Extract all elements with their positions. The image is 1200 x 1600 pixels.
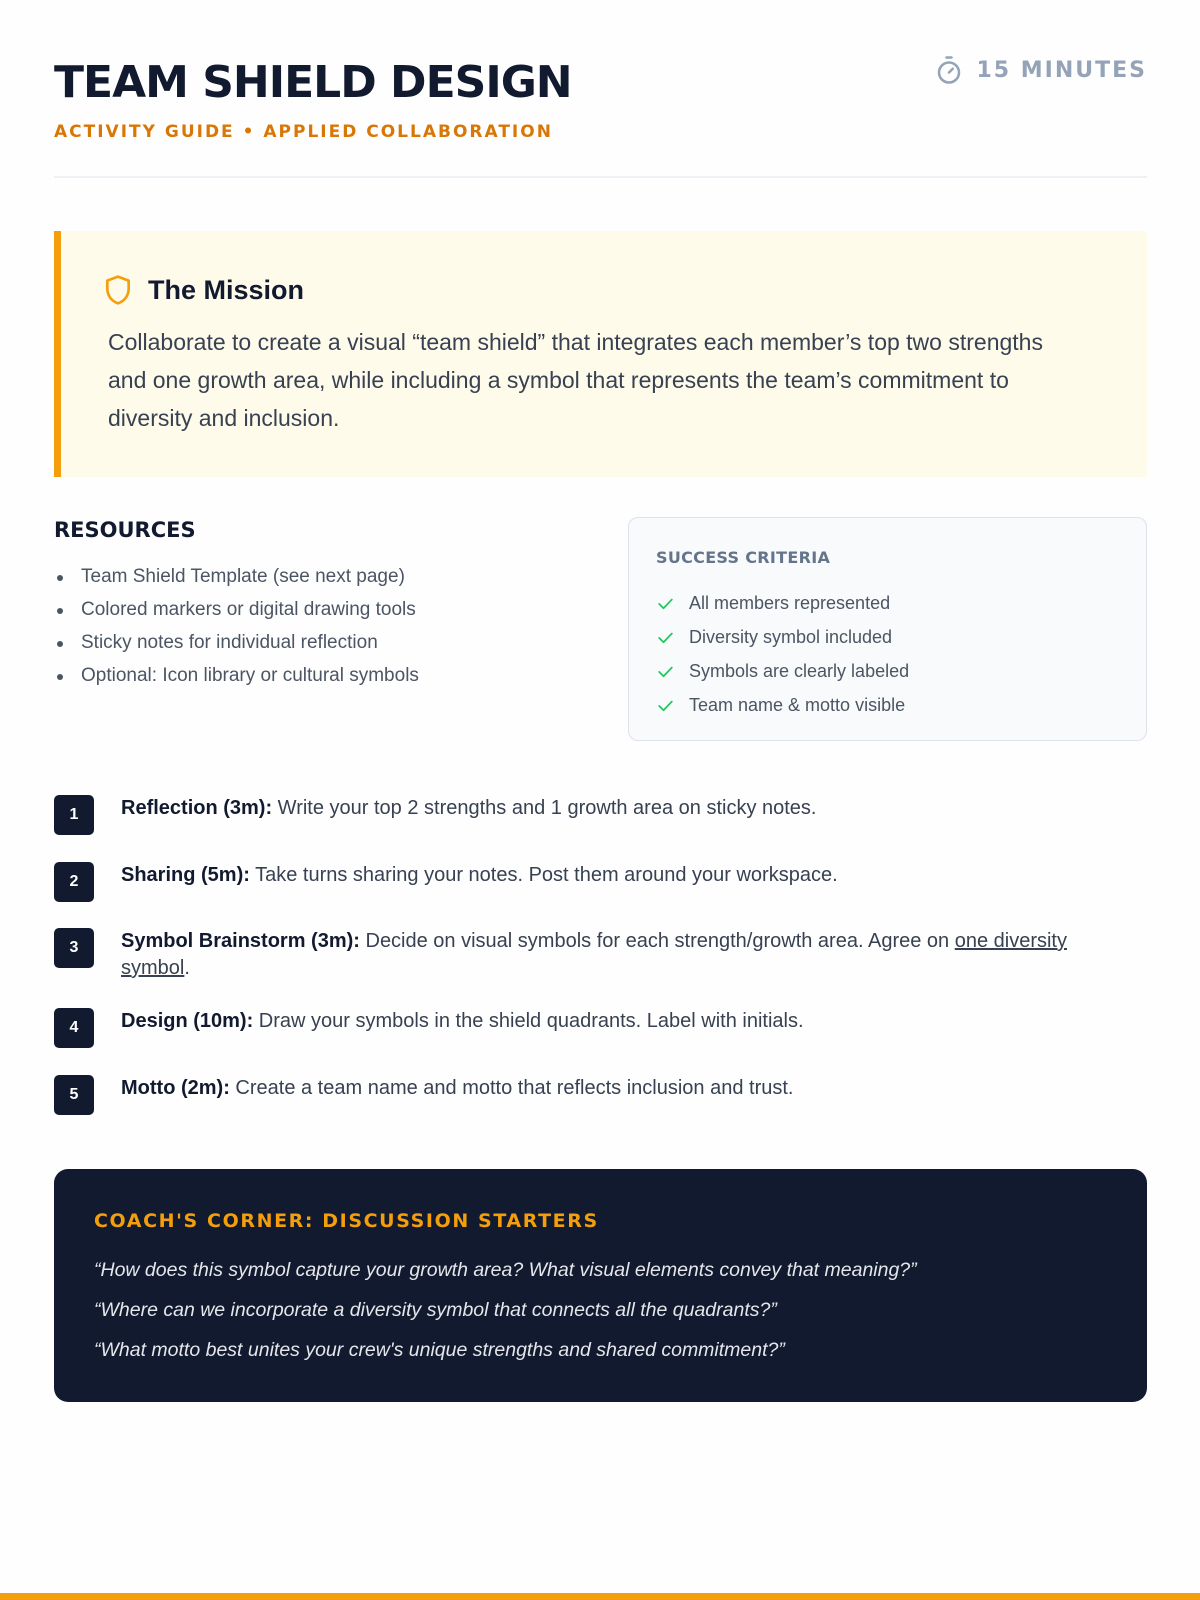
stopwatch-icon [934,55,964,85]
list-item: Team Shield Template (see next page) [54,562,614,595]
step-description: Write your top 2 strengths and 1 growth area on sticky notes. [272,797,817,819]
page-title: TEAM SHIELD DESIGN [54,57,572,108]
list-item: Sticky notes for individual reflection [54,628,614,661]
step-label: Motto (2m): [121,1077,230,1099]
criteria-label: Team name & motto visible [689,694,906,715]
step-number-badge: 1 [54,795,94,835]
bottom-accent-bar [0,1593,1200,1600]
step-number-badge: 3 [54,928,94,968]
step-text [121,1075,1121,1102]
step-text [121,862,1121,889]
step-label: Symbol Brainstorm (3m): [121,930,360,952]
step-label: Reflection (3m): [121,797,273,819]
mission-title: The Mission [148,274,305,305]
list-item: Optional: Icon library or cultural symbols [54,661,614,694]
step-number-badge: 2 [54,862,94,902]
step-description-end: . [184,957,190,979]
success-criteria-list [656,586,909,722]
step-text [121,928,1121,982]
coach-corner-panel [54,1169,1147,1402]
mission-text: Collaborate to create a visual “team shield” that integrates each member’s top two strengths and one growth area, while including a symbol that represents the team’s commitment to diversity and inclusion. [108,329,1043,431]
page-header [54,52,1147,178]
resources-section [54,518,614,694]
discussion-question: “What motto best unites your crew's unique strengths and shared commitment?” [94,1339,785,1361]
discussion-starters-list [94,1255,917,1375]
check-icon [656,662,675,681]
check-icon [656,594,675,613]
step-number-badge: 4 [54,1008,94,1048]
step-number-badge: 5 [54,1075,94,1115]
check-icon [656,696,675,715]
success-criteria-card [628,517,1147,741]
criteria-item [656,586,909,620]
mission-heading [102,274,304,306]
criteria-label: Diversity symbol included [689,626,893,647]
step-label: Design (10m): [121,1010,254,1032]
list-item: Colored markers or digital drawing tools [54,595,614,628]
step-text [121,795,1121,822]
page-subtitle: ACTIVITY GUIDE • APPLIED COLLABORATION [54,122,553,142]
criteria-label: All members represented [689,592,891,613]
discussion-question: “Where can we incorporate a diversity symbol that connects all the quadrants?” [94,1299,777,1321]
criteria-label: Symbols are clearly labeled [689,660,910,681]
resources-list [54,562,614,694]
step-description: Take turns sharing your notes. Post them around your workspace. [249,864,838,886]
diversity-symbol-emphasis: one diversity symbol [121,930,1067,979]
criteria-item [656,654,909,688]
step-label: Sharing (5m): [121,864,250,886]
duration-badge [934,55,1147,85]
step-description: Create a team name and motto that reflects inclusion and trust. [229,1077,794,1099]
success-criteria-heading: SUCCESS CRITERIA [656,548,831,567]
step-text [121,1008,1121,1035]
mission-panel [54,231,1147,477]
coach-corner-heading: COACH'S CORNER: DISCUSSION STARTERS [94,1210,599,1232]
criteria-item [656,620,909,654]
criteria-item [656,688,909,722]
shield-icon [102,274,134,306]
step-description: Decide on visual symbols for each strength/growth area. Agree on [359,930,955,952]
resources-heading: RESOURCES [54,518,196,542]
step-description: Draw your symbols in the shield quadrants. Label with initials. [253,1010,804,1032]
discussion-question: “How does this symbol capture your growth area? What visual elements convey that meaning?” [94,1259,917,1281]
duration-text: 15 MINUTES [976,57,1147,83]
check-icon [656,628,675,647]
